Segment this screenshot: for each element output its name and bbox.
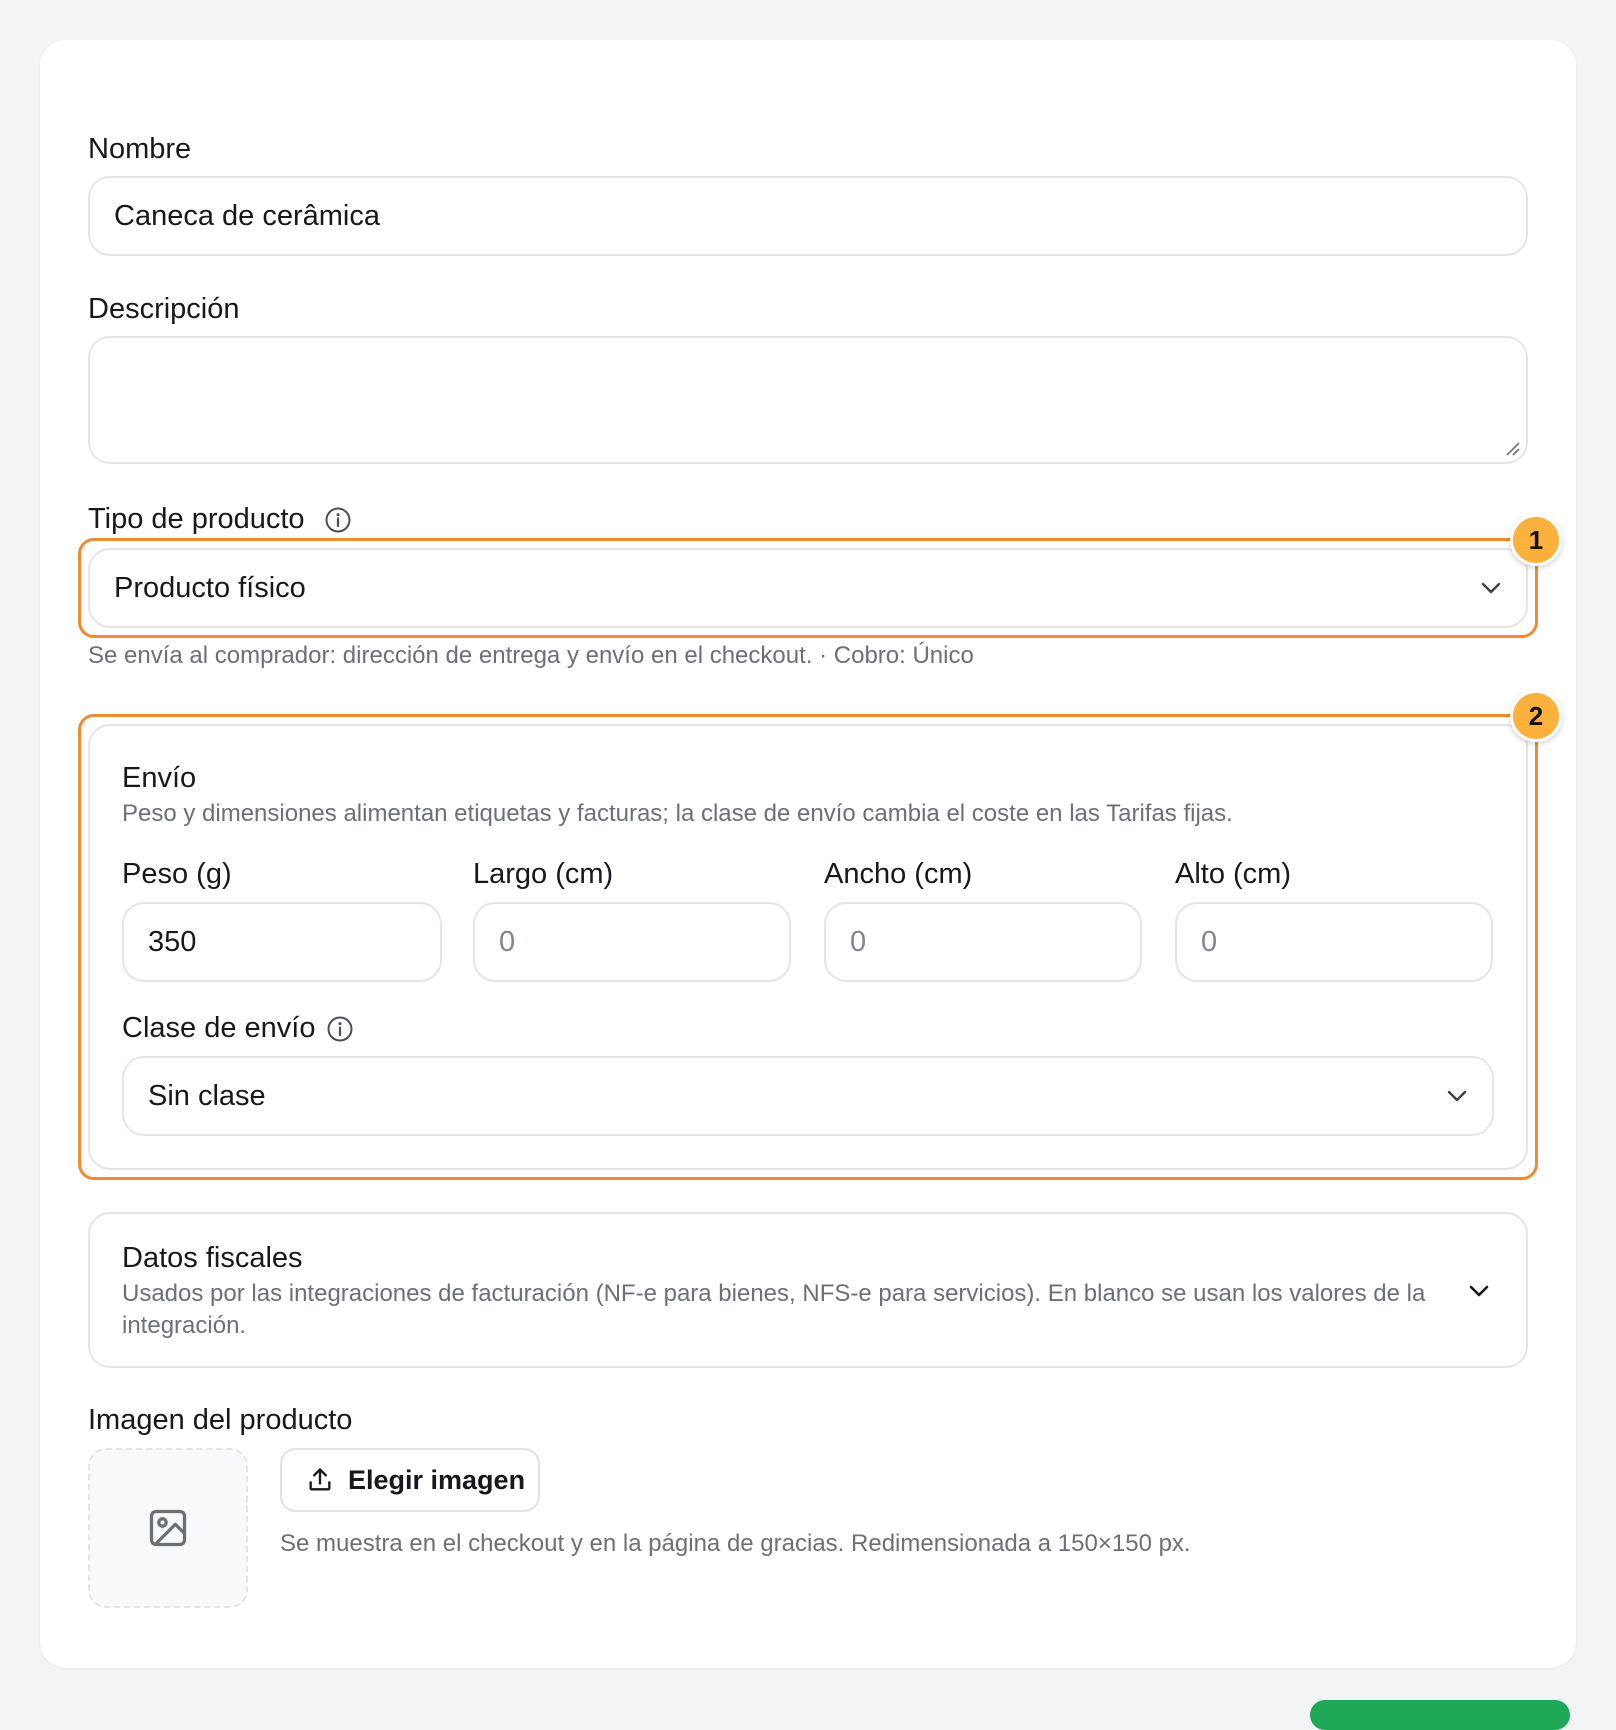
descripcion-textarea[interactable]: [88, 336, 1528, 464]
largo-label: Largo (cm): [473, 858, 614, 890]
ancho-input[interactable]: 0: [824, 902, 1142, 982]
choose-image-button[interactable]: [280, 1448, 540, 1512]
ancho-label: Ancho (cm): [824, 858, 973, 890]
nombre-label: Nombre: [88, 133, 192, 165]
tipo-selected-value: Producto físico: [114, 571, 306, 604]
callout-badge-1: 1: [1510, 514, 1562, 566]
imagen-help-text: Se muestra en el checkout y en la página de gracias. Redimensionada a 150×150 px.: [280, 1530, 1191, 1557]
peso-label: Peso (g): [122, 858, 232, 890]
image-preview-placeholder: [88, 1448, 248, 1608]
tipo-select[interactable]: [88, 548, 1528, 628]
chevron-down-icon: [1478, 575, 1504, 601]
clase-label: Clase de envío: [122, 1012, 316, 1044]
choose-image-label: Elegir imagen: [348, 1464, 526, 1495]
envio-title: Envío: [122, 762, 197, 794]
callout-badge-2: 2: [1510, 690, 1562, 742]
save-button-partial[interactable]: [1310, 1700, 1570, 1730]
clase-select[interactable]: [122, 1056, 1494, 1136]
product-form-card: [40, 40, 1576, 1668]
chevron-down-icon[interactable]: [1466, 1278, 1492, 1304]
nombre-input[interactable]: Caneca de cerâmica: [88, 176, 1528, 256]
info-icon[interactable]: [326, 1015, 354, 1043]
resize-handle-icon[interactable]: [1504, 440, 1520, 456]
largo-input[interactable]: 0: [473, 902, 791, 982]
descripcion-label: Descripción: [88, 293, 240, 325]
envio-subtitle: Peso y dimensiones alimentan etiquetas y facturas; la clase de envío cambia el coste en las Tarifas fijas.: [122, 800, 1233, 827]
alto-input[interactable]: 0: [1175, 902, 1493, 982]
info-icon[interactable]: [324, 506, 352, 534]
upload-icon: [306, 1466, 334, 1494]
fiscales-title: Datos fiscales: [122, 1242, 303, 1274]
tipo-label: Tipo de producto: [88, 503, 305, 535]
image-icon: [146, 1506, 190, 1550]
chevron-down-icon: [1444, 1083, 1470, 1109]
peso-input[interactable]: 350: [122, 902, 442, 982]
fiscales-desc-line1: Usados por las integraciones de facturación (NF-e para bienes, NFS-e para servicios). En blanco se usan los valores de la: [122, 1280, 1426, 1307]
imagen-label: Imagen del producto: [88, 1404, 353, 1436]
tipo-help-text: Se envía al comprador: dirección de entrega y envío en el checkout. · Cobro: Único: [88, 642, 974, 669]
clase-selected-value: Sin clase: [148, 1079, 266, 1112]
fiscales-desc-line2: integración.: [122, 1312, 247, 1339]
alto-label: Alto (cm): [1175, 858, 1291, 890]
